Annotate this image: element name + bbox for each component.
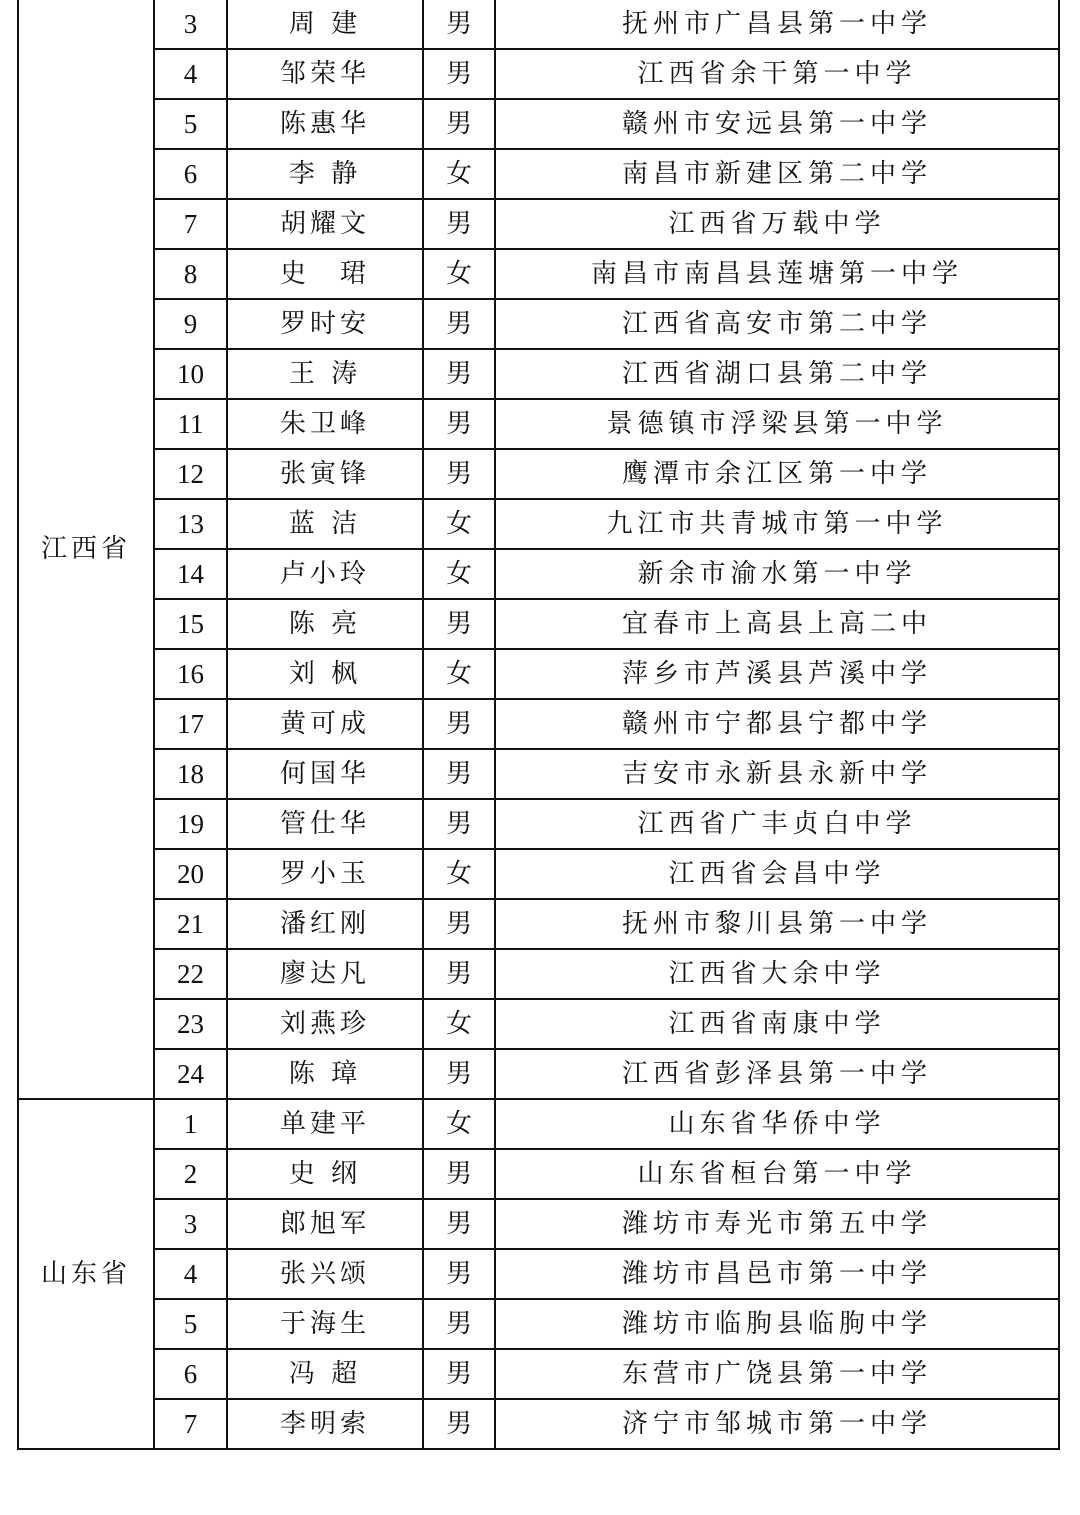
row-number: 17 <box>154 699 227 749</box>
gender: 男 <box>423 299 495 349</box>
school-name: 济宁市邹城市第一中学 <box>495 1399 1059 1449</box>
gender: 女 <box>423 549 495 599</box>
row-number: 6 <box>154 149 227 199</box>
table-row <box>18 599 1059 649</box>
table-row <box>18 449 1059 499</box>
row-number: 1 <box>154 1099 227 1149</box>
school-name: 江西省湖口县第二中学 <box>495 349 1059 399</box>
person-name: 胡耀文 <box>227 199 423 249</box>
school-name: 南昌市南昌县莲塘第一中学 <box>495 249 1059 299</box>
table-row <box>18 1149 1059 1199</box>
row-number: 4 <box>154 49 227 99</box>
school-name: 江西省大余中学 <box>495 949 1059 999</box>
school-name: 九江市共青城市第一中学 <box>495 499 1059 549</box>
table-row <box>18 749 1059 799</box>
row-number: 6 <box>154 1349 227 1399</box>
school-name: 江西省会昌中学 <box>495 849 1059 899</box>
province-cell: 山东省 <box>18 1099 154 1449</box>
row-number: 24 <box>154 1049 227 1099</box>
gender: 男 <box>423 99 495 149</box>
gender: 男 <box>423 399 495 449</box>
row-number: 19 <box>154 799 227 849</box>
table-row <box>18 49 1059 99</box>
row-number: 3 <box>154 0 227 49</box>
gender: 男 <box>423 699 495 749</box>
row-number: 14 <box>154 549 227 599</box>
row-number: 12 <box>154 449 227 499</box>
row-number: 8 <box>154 249 227 299</box>
gender: 男 <box>423 1249 495 1299</box>
roster-table <box>17 0 1060 1450</box>
school-name: 山东省桓台第一中学 <box>495 1149 1059 1199</box>
table-row <box>18 1399 1059 1449</box>
row-number: 15 <box>154 599 227 649</box>
school-name: 萍乡市芦溪县芦溪中学 <box>495 649 1059 699</box>
row-number: 21 <box>154 899 227 949</box>
row-number: 4 <box>154 1249 227 1299</box>
row-number: 10 <box>154 349 227 399</box>
table-row <box>18 399 1059 449</box>
person-name: 陈 璋 <box>227 1049 423 1099</box>
person-name: 罗小玉 <box>227 849 423 899</box>
row-number: 16 <box>154 649 227 699</box>
table-row <box>18 999 1059 1049</box>
school-name: 抚州市黎川县第一中学 <box>495 899 1059 949</box>
table-row <box>18 699 1059 749</box>
table-row <box>18 549 1059 599</box>
row-number: 2 <box>154 1149 227 1199</box>
person-name: 黄可成 <box>227 699 423 749</box>
school-name: 潍坊市昌邑市第一中学 <box>495 1249 1059 1299</box>
table-row <box>18 649 1059 699</box>
school-name: 吉安市永新县永新中学 <box>495 749 1059 799</box>
gender: 男 <box>423 1399 495 1449</box>
table-row <box>18 1199 1059 1249</box>
school-name: 江西省广丰贞白中学 <box>495 799 1059 849</box>
gender: 女 <box>423 499 495 549</box>
row-number: 20 <box>154 849 227 899</box>
gender: 男 <box>423 599 495 649</box>
row-number: 18 <box>154 749 227 799</box>
gender: 男 <box>423 199 495 249</box>
table-row <box>18 849 1059 899</box>
person-name: 潘红刚 <box>227 899 423 949</box>
table-row <box>18 299 1059 349</box>
person-name: 王 涛 <box>227 349 423 399</box>
person-name: 管仕华 <box>227 799 423 849</box>
table-row <box>18 0 1059 49</box>
school-name: 江西省彭泽县第一中学 <box>495 1049 1059 1099</box>
table-row <box>18 499 1059 549</box>
gender: 男 <box>423 0 495 49</box>
table-row <box>18 99 1059 149</box>
school-name: 江西省万载中学 <box>495 199 1059 249</box>
school-name: 景德镇市浮梁县第一中学 <box>495 399 1059 449</box>
person-name: 李明索 <box>227 1399 423 1449</box>
table-row <box>18 199 1059 249</box>
school-name: 山东省华侨中学 <box>495 1099 1059 1149</box>
gender: 男 <box>423 1299 495 1349</box>
table-row <box>18 249 1059 299</box>
gender: 男 <box>423 949 495 999</box>
school-name: 江西省南康中学 <box>495 999 1059 1049</box>
person-name: 郎旭军 <box>227 1199 423 1249</box>
school-name: 鹰潭市余江区第一中学 <box>495 449 1059 499</box>
person-name: 单建平 <box>227 1099 423 1149</box>
school-name: 江西省余干第一中学 <box>495 49 1059 99</box>
table-row <box>18 349 1059 399</box>
gender: 男 <box>423 1199 495 1249</box>
school-name: 赣州市宁都县宁都中学 <box>495 699 1059 749</box>
school-name: 宜春市上高县上高二中 <box>495 599 1059 649</box>
gender: 女 <box>423 649 495 699</box>
row-number: 3 <box>154 1199 227 1249</box>
province-cell: 江西省 <box>18 0 154 1099</box>
gender: 男 <box>423 749 495 799</box>
row-number: 22 <box>154 949 227 999</box>
person-name: 罗时安 <box>227 299 423 349</box>
table-row <box>18 1099 1059 1149</box>
gender: 男 <box>423 449 495 499</box>
gender: 女 <box>423 849 495 899</box>
gender: 男 <box>423 1049 495 1099</box>
row-number: 7 <box>154 199 227 249</box>
row-number: 7 <box>154 1399 227 1449</box>
table-row <box>18 149 1059 199</box>
person-name: 卢小玲 <box>227 549 423 599</box>
gender: 男 <box>423 1349 495 1399</box>
school-name: 东营市广饶县第一中学 <box>495 1349 1059 1399</box>
table-row <box>18 949 1059 999</box>
person-name: 蓝 洁 <box>227 499 423 549</box>
gender: 女 <box>423 999 495 1049</box>
table-row <box>18 1299 1059 1349</box>
person-name: 史 珺 <box>227 249 423 299</box>
school-name: 抚州市广昌县第一中学 <box>495 0 1059 49</box>
school-name: 赣州市安远县第一中学 <box>495 99 1059 149</box>
table-row <box>18 1249 1059 1299</box>
gender: 女 <box>423 1099 495 1149</box>
school-name: 潍坊市临朐县临朐中学 <box>495 1299 1059 1349</box>
person-name: 张寅锋 <box>227 449 423 499</box>
person-name: 史 纲 <box>227 1149 423 1199</box>
person-name: 陈惠华 <box>227 99 423 149</box>
row-number: 11 <box>154 399 227 449</box>
roster-table-body <box>18 0 1059 1449</box>
table-row <box>18 799 1059 849</box>
school-name: 江西省高安市第二中学 <box>495 299 1059 349</box>
gender: 女 <box>423 149 495 199</box>
person-name: 朱卫峰 <box>227 399 423 449</box>
person-name: 刘 枫 <box>227 649 423 699</box>
row-number: 5 <box>154 99 227 149</box>
gender: 男 <box>423 899 495 949</box>
table-row <box>18 899 1059 949</box>
gender: 男 <box>423 1149 495 1199</box>
person-name: 张兴颂 <box>227 1249 423 1299</box>
gender: 男 <box>423 49 495 99</box>
gender: 男 <box>423 349 495 399</box>
person-name: 于海生 <box>227 1299 423 1349</box>
gender: 男 <box>423 799 495 849</box>
person-name: 冯 超 <box>227 1349 423 1399</box>
row-number: 5 <box>154 1299 227 1349</box>
person-name: 廖达凡 <box>227 949 423 999</box>
school-name: 南昌市新建区第二中学 <box>495 149 1059 199</box>
row-number: 9 <box>154 299 227 349</box>
row-number: 13 <box>154 499 227 549</box>
table-row <box>18 1049 1059 1099</box>
person-name: 李 静 <box>227 149 423 199</box>
gender: 女 <box>423 249 495 299</box>
person-name: 何国华 <box>227 749 423 799</box>
row-number: 23 <box>154 999 227 1049</box>
person-name: 刘燕珍 <box>227 999 423 1049</box>
person-name: 陈 亮 <box>227 599 423 649</box>
person-name: 邹荣华 <box>227 49 423 99</box>
person-name: 周 建 <box>227 0 423 49</box>
school-name: 潍坊市寿光市第五中学 <box>495 1199 1059 1249</box>
school-name: 新余市渝水第一中学 <box>495 549 1059 599</box>
table-row <box>18 1349 1059 1399</box>
